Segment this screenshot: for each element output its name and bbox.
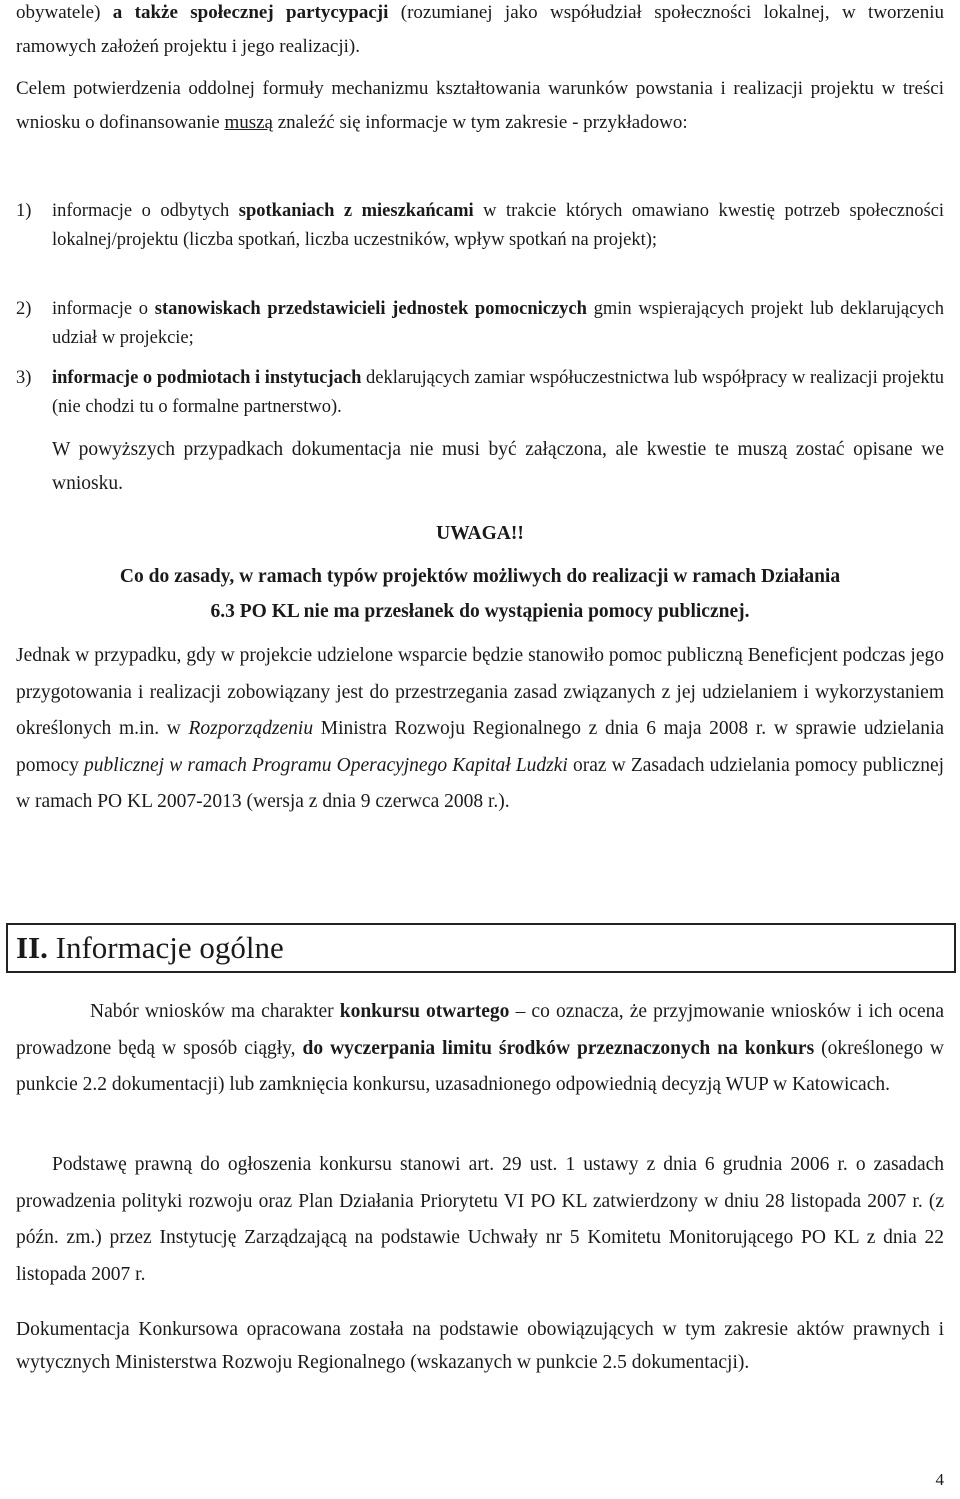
intro-paragraph — [16, 0, 944, 64]
celem-text-a: Celem potwierdzenia oddolnej formuły mechanizmu kształtowania warunków powstania i realizacji projektu w treści wniosku o dofinansowanie — [16, 78, 944, 133]
list-bold: informacje o podmiotach i instytucjach — [52, 368, 362, 388]
warning-title: UWAGA!! — [436, 523, 524, 544]
note-paragraph — [52, 433, 944, 501]
list-item-3 — [16, 364, 945, 422]
section-number: II. — [16, 930, 48, 965]
nabor-text-a: Nabór wniosków ma charakter — [90, 1001, 334, 1022]
nabor-bold-1: konkursu otwartego — [339, 1001, 510, 1022]
celem-underlined: muszą — [224, 112, 273, 133]
warning-line-1: Co do zasady, w ramach typów projektów możliwych do realizacji w ramach Działania — [119, 566, 841, 587]
list-item-2 — [16, 295, 944, 353]
section-heading — [16, 926, 284, 970]
list-text-a: informacje o odbytych — [52, 201, 230, 221]
list-number: 2) — [16, 299, 32, 319]
nabor-bold-2: do wyczerpania limitu środków przeznaczonych na konkurs — [302, 1037, 815, 1059]
list-text-a: informacje o — [52, 299, 149, 319]
dokumentacja-paragraph: Dokumentacja Konkursowa opracowana została na podstawie obowiązujących w tym zakresie aktów prawnych i wytycznych Ministerstwa Rozwoju Regionalnego (wskazanych w punkcie 2.5 dokumentacji). — [16, 1319, 944, 1373]
list-text-b: deklarujących zamiar współuczestnictwa lub współpracy w realizacji projektu (nie chodzi tu o formalne partnerstwo). — [52, 368, 945, 417]
list-text-b: w trakcie których omawiano kwestię potrzeb społeczności lokalnej/projektu (liczba spotkań, liczba uczestników, wpływ spotkań na projekt); — [52, 201, 944, 250]
aid-text-c: oraz w Zasadach udzielania pomocy publicznej w ramach PO KL 2007-2013 (wersja z dnia 9 czerwca 2008 r.). — [16, 754, 945, 812]
celem-paragraph — [16, 72, 944, 140]
aid-paragraph — [16, 638, 944, 821]
podstawa-paragraph: Podstawę prawną do ogłoszenia konkursu stanowi art. 29 ust. 1 ustawy z dnia 6 grudnia 2006 r. o zasadach prowadzenia polityki rozwoju oraz Plan Działania Priorytetu VI PO KL zatwierdzony w dniu 28 listopada 2007 r. (z późn. zm.) przez Instytucję Zarządzającą na podstawie Uchwały nr 5 Komitetu Monitorującego PO KL z dnia 22 listopada 2007 r. — [16, 1154, 944, 1285]
nabor-text-c: – co oznacza, że przyjmowanie wniosków i ich ocena prowadzone będą w sposób ciągły, — [16, 1001, 945, 1059]
list-number: 1) — [16, 201, 32, 221]
intro-text-c: (rozumianej jako współudział społeczności lokalnej, w tworzeniu ramowych założeń projektu i jego realizacji). — [16, 2, 945, 57]
nabor-text-d: (określonego w punkcie 2.2 dokumentacji) lub zamknięcia konkursu, uzasadnionego odpowiednią decyzją WUP w Katowicach. — [16, 1037, 945, 1095]
aid-italic-1: Rozporządzeniu — [188, 718, 314, 739]
list-bold: stanowiskach przedstawicieli jednostek pomocniczych — [154, 299, 587, 319]
page-number: 4 — [935, 1470, 944, 1489]
list-number: 3) — [16, 368, 32, 388]
section-title: Informacje ogólne — [55, 930, 284, 965]
list-bold: spotkaniach z mieszkańcami — [238, 201, 474, 221]
nabor-paragraph — [16, 994, 944, 1104]
intro-text-a: obywatele) — [16, 2, 101, 23]
aid-text-a: Jednak w przypadku, gdy w projekcie udzielone wsparcie będzie stanowiło pomoc publiczną Beneficjent podczas jego przygotowania i realizacji zobowiązany jest do przestrzegania zasad związanych z jej udzielaniem i wykorzystaniem określonych m.in. w — [16, 645, 944, 739]
list-item-1 — [16, 197, 944, 255]
list-text-b: gmin wspierających projekt lub deklarujących udział w projekcie; — [52, 299, 944, 348]
warning-line-2: 6.3 PO KL nie ma przesłanek do wystąpienia pomocy publicznej. — [210, 601, 750, 622]
note-text: W powyższych przypadkach dokumentacja nie musi być załączona, ale kwestie te muszą zostać opisane we wniosku. — [52, 439, 944, 494]
aid-text-b: Ministra Rozwoju Regionalnego z dnia 6 maja 2008 r. w sprawie udzielania pomocy — [16, 718, 945, 776]
celem-text-b: znaleźć się informacje w tym zakresie - przykładowo: — [277, 112, 688, 133]
intro-bold: a także społecznej partycypacji — [112, 2, 389, 23]
aid-italic-2: publicznej w ramach Programu Operacyjnego Kapitał Ludzki — [83, 754, 568, 776]
